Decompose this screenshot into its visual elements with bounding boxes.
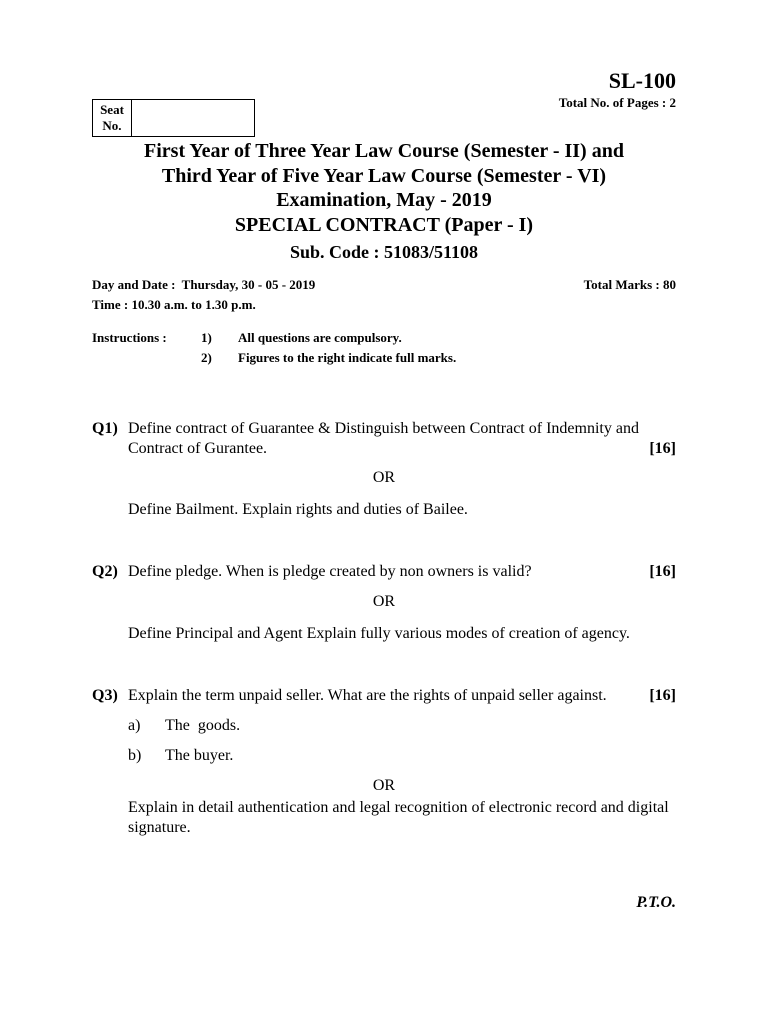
- total-marks: Total Marks : 80: [583, 277, 676, 292]
- seat-number-box: [92, 99, 255, 137]
- or-separator: OR: [372, 469, 396, 486]
- instruction-text: Figures to the right indicate full marks.: [238, 350, 457, 365]
- pto-note: P.T.O.: [636, 894, 676, 911]
- seat-number-field: [132, 100, 254, 136]
- title-line-1: First Year of Three Year Law Course (Semester - II) and: [144, 140, 624, 162]
- sub-question-number: a): [128, 717, 141, 734]
- exam-time: Time : 10.30 a.m. to 1.30 p.m.: [92, 297, 256, 312]
- question-label: Q1): [92, 420, 118, 437]
- title-line-3: Examination, May - 2019: [276, 189, 492, 211]
- instruction-number: 2): [201, 350, 212, 365]
- sub-question-text: The goods.: [165, 717, 241, 734]
- question-text: Define contract of Guarantee & Distinguish between Contract of Indemnity and Contract of Gurantee.: [128, 420, 639, 457]
- seat-label-line2: No.: [102, 118, 122, 133]
- total-pages: Total No. of Pages : 2: [558, 95, 676, 110]
- sub-question-number: b): [128, 747, 142, 764]
- question-marks: [16]: [649, 440, 676, 457]
- sub-question-text: The buyer.: [165, 747, 234, 764]
- seat-label: [93, 100, 132, 136]
- question-marks: [16]: [649, 687, 676, 704]
- question-text: Define pledge. When is pledge created by non owners is valid?: [128, 563, 532, 580]
- alternate-question-text: Define Bailment. Explain rights and duties of Bailee.: [128, 501, 468, 518]
- alternate-question-text: Explain in detail authentication and legal recognition of electronic record and digital signature.: [128, 799, 669, 836]
- or-separator: OR: [372, 777, 396, 794]
- alternate-question-text: Define Principal and Agent Explain fully various modes of creation of agency.: [128, 625, 630, 642]
- day-and-date: Day and Date : Thursday, 30 - 05 - 2019: [92, 277, 316, 292]
- question-marks: [16]: [649, 563, 676, 580]
- question-label: Q3): [92, 687, 118, 704]
- question-label: Q2): [92, 563, 118, 580]
- instruction-text: All questions are compulsory.: [238, 330, 402, 345]
- paper-code: SL-100: [608, 68, 676, 93]
- title-line-2: Third Year of Five Year Law Course (Semester - VI): [161, 165, 607, 187]
- seat-label-line1: Seat: [100, 102, 124, 117]
- instructions-label: Instructions :: [92, 330, 167, 345]
- question-text: Explain the term unpaid seller. What are the rights of unpaid seller against.: [128, 687, 607, 704]
- instruction-number: 1): [201, 330, 212, 345]
- sub-code: Sub. Code : 51083/51108: [289, 242, 479, 262]
- title-line-4: SPECIAL CONTRACT (Paper - I): [234, 214, 534, 236]
- or-separator: OR: [372, 593, 396, 610]
